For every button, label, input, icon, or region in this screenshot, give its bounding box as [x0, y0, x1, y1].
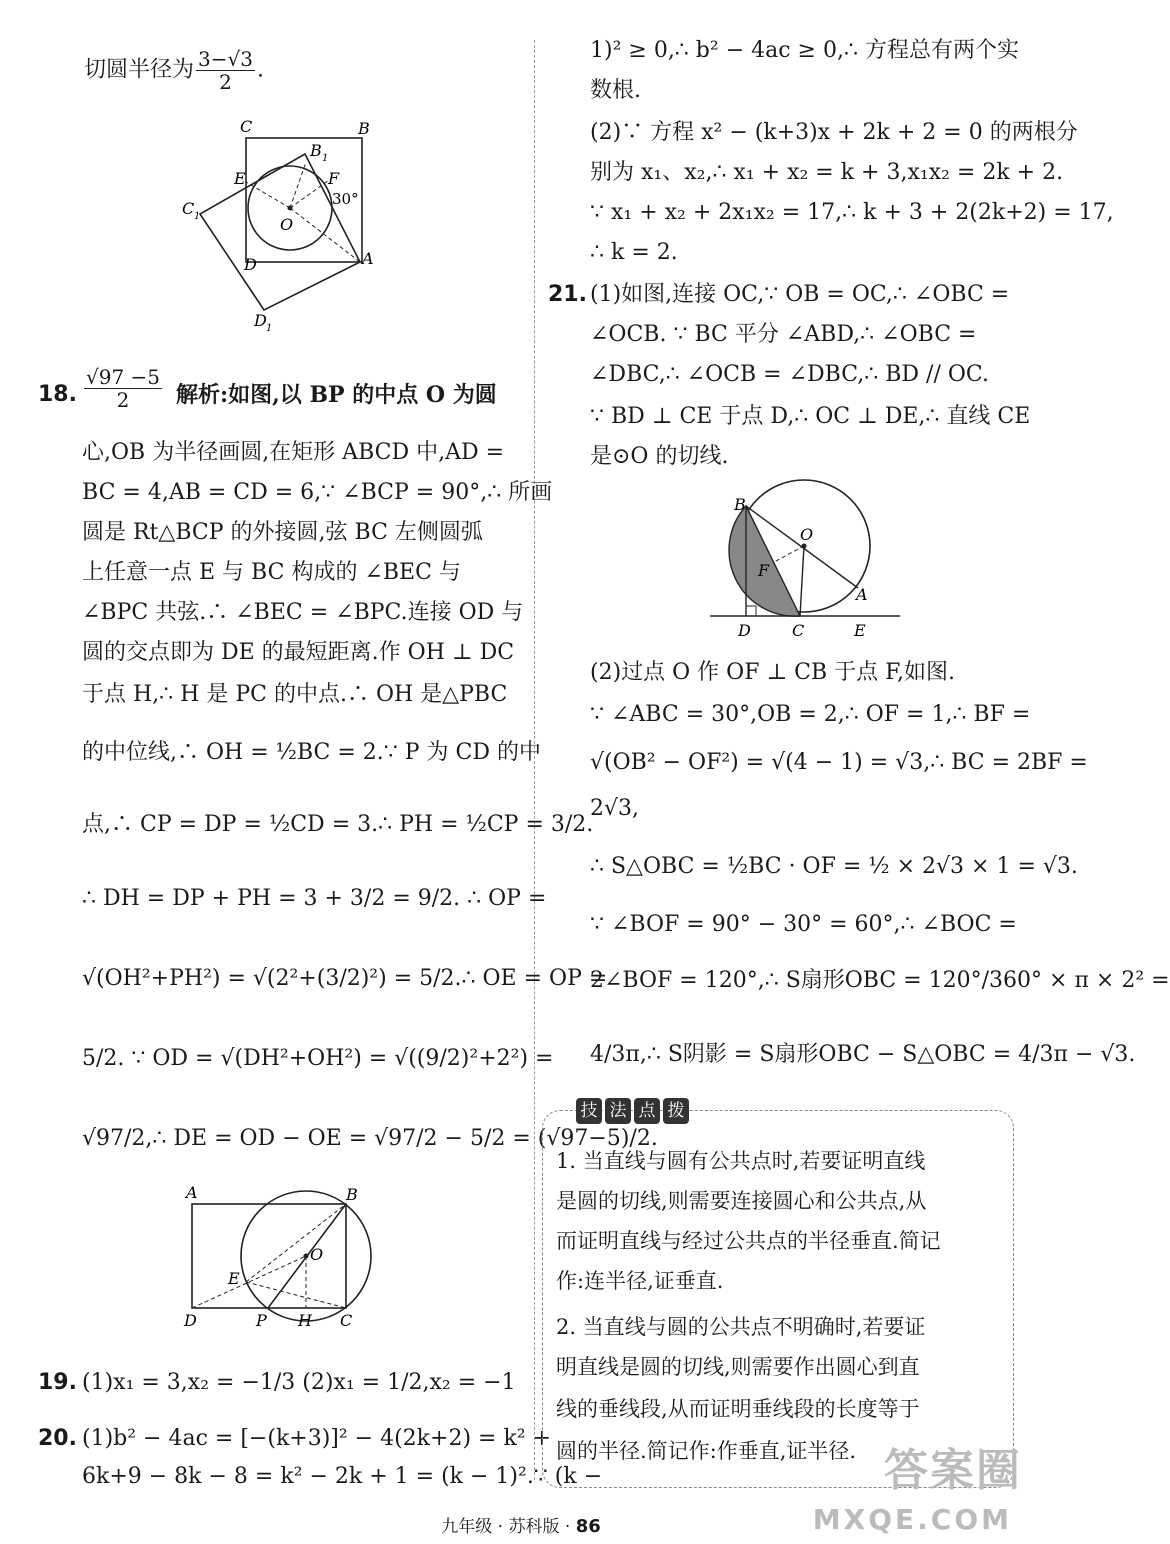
q19-text: (1)x₁ = 3,x₂ = −1/3 (2)x₁ = 1/2,x₂ = −1 — [82, 1370, 516, 1395]
fig2-label-H: H — [298, 1311, 312, 1330]
q21-number: 21. — [548, 282, 587, 307]
q18-ans-num: √97 −5 — [86, 365, 161, 389]
tips-line-3: 作:连半径,证垂直. — [556, 1269, 724, 1293]
fig1-label-B1: B — [310, 141, 322, 160]
intro-frac-num: 3−√3 — [198, 47, 253, 71]
q21-line-2: ∠DBC,∴ ∠OCB = ∠DBC,∴ BD // OC. — [590, 362, 989, 387]
fig3-label-F: F — [758, 561, 770, 580]
fig1-label-D: D — [244, 255, 257, 274]
page-number: 86 — [575, 1516, 601, 1537]
intro-tail: . — [256, 57, 264, 83]
q20-cont-line-1: 数根. — [590, 78, 641, 103]
q20-number: 20. — [38, 1426, 77, 1451]
footer-text: 九年级 · 苏科版 · — [441, 1517, 571, 1537]
fig2-label-E: E — [228, 1269, 240, 1288]
q18-line-0: 解析:如图,以 BP 的中点 O 为圆 — [176, 382, 497, 408]
tips-line-4: 2. 当直线与圆的公共点不明确时,若要证 — [556, 1315, 926, 1339]
q18-line-4: 上任意一点 E 与 BC 构成的 ∠BEC 与 — [82, 560, 461, 585]
q19-number: 19. — [38, 1370, 77, 1395]
fig2-label-D: D — [184, 1311, 197, 1330]
q21-line-4: 是⊙O 的切线. — [590, 444, 729, 469]
q18-line-6: 圆的交点即为 DE 的最短距离.作 OH ⊥ DC — [82, 640, 515, 665]
fig1-label-F: F — [328, 169, 340, 188]
q20-cont-line-0: 1)² ≥ 0,∴ b² − 4ac ≥ 0,∴ 方程总有两个实 — [590, 38, 1019, 63]
q18-line-7: 于点 H,∴ H 是 PC 的中点.∴ OH 是△PBC — [82, 682, 508, 707]
fig1-label-D1-sub: 1 — [266, 323, 273, 334]
fig3-label-O: O — [800, 525, 814, 544]
intro-fraction — [196, 48, 255, 93]
q20-line-1: 6k+9 − 8k − 8 = k² − 2k + 1 = (k − 1)².∵ (k − — [82, 1464, 603, 1489]
q18-line-11: √(OH²+PH²) = √(2²+(3/2)²) = 5/2.∴ OE = OP = — [82, 966, 608, 991]
q20-cont-line-5: ∴ k = 2. — [590, 240, 678, 265]
q21-part2-line-0: (2)过点 O 作 OF ⊥ CB 于点 F,如图. — [590, 660, 955, 685]
intro-text: 切圆半径为 — [84, 57, 195, 83]
tips-line-0: 1. 当直线与圆有公共点时,若要证明直线 — [556, 1149, 926, 1173]
fig1-label-C: C — [240, 117, 253, 136]
fig1-label-angle: 30° — [332, 190, 359, 208]
q21-part2-line-5: ∵ ∠BOF = 90° − 30° = 60°,∴ ∠BOC = — [590, 912, 1017, 937]
q18-line-8: 的中位线,∴ OH = ½BC = 2.∵ P 为 CD 的中 — [82, 740, 542, 765]
tips-line-6: 线的垂线段,从而证明垂线段的长度等于 — [556, 1397, 920, 1421]
tips-line-5: 明直线是圆的切线,则需要作出圆心到直 — [556, 1355, 920, 1379]
q18-line-2: BC = 4,AB = CD = 6,∵ ∠BCP = 90°,∴ 所画 — [82, 480, 553, 505]
intro-frac-den: 2 — [219, 70, 232, 94]
tips-tag-char: 技 — [576, 1098, 602, 1124]
fig3-label-D: D — [738, 621, 751, 640]
tips-tag-char: 法 — [605, 1098, 631, 1124]
watermark-logo: 答案圈 — [884, 1445, 1022, 1496]
q21-part2-line-7: 4/3π,∴ S阴影 = S扇形OBC − S△OBC = 4/3π − √3. — [590, 1042, 1136, 1067]
figure-circle-tangent — [700, 484, 910, 644]
tips-tag — [576, 1098, 689, 1128]
q21-part2-line-4: ∴ S△OBC = ½BC · OF = ½ × 2√3 × 1 = √3. — [590, 854, 1078, 879]
q21-line-0: (1)如图,连接 OC,∵ OB = OC,∴ ∠OBC = — [590, 282, 1010, 307]
fig2-label-C: C — [340, 1311, 353, 1330]
figure-square-rotation — [180, 112, 400, 342]
q18-ans-den: 2 — [116, 388, 130, 412]
fig3-label-C: C — [792, 621, 805, 640]
q20-cont-line-2: (2)∵ 方程 x² − (k+3)x + 2k + 2 = 0 的两根分 — [590, 120, 1078, 145]
fig3-label-E: E — [854, 621, 866, 640]
tips-tag-char: 拨 — [663, 1098, 689, 1124]
q18-number: 18. — [38, 382, 77, 407]
intro-line — [84, 48, 264, 93]
fig1-label-A: A — [362, 249, 374, 268]
q21-part2-line-2: √(OB² − OF²) = √(4 − 1) = √3,∴ BC = 2BF = — [590, 750, 1088, 775]
q18-line-13: √97/2,∴ DE = OD − OE = √97/2 − 5/2 = (√97−5)/2. — [82, 1126, 658, 1151]
fig3-label-B: B — [734, 495, 746, 514]
q21-line-1: ∠OCB. ∵ BC 平分 ∠ABD,∴ ∠OBC = — [590, 322, 977, 347]
q18-line-3: 圆是 Rt△BCP 的外接圆,弦 BC 左侧圆弧 — [82, 520, 483, 545]
q18-line-9: 点,∴ CP = DP = ½CD = 3.∴ PH = ½CP = 3/2. — [82, 812, 594, 837]
tips-tag-char: 点 — [634, 1098, 660, 1124]
fig1-label-B1-sub: 1 — [322, 153, 329, 164]
fig2-label-P: P — [256, 1311, 267, 1330]
q20-line-0: (1)b² − 4ac = [−(k+3)]² − 4(2k+2) = k² + — [82, 1426, 552, 1451]
q18-line-5: ∠BPC 共弦.∴ ∠BEC = ∠BPC.连接 OD 与 — [82, 600, 524, 625]
fig1-label-C1-sub: 1 — [194, 211, 201, 222]
q21-part2-line-3: 2√3, — [590, 796, 640, 821]
fig1-label-O: O — [280, 215, 294, 234]
fig2-label-A: A — [186, 1183, 198, 1202]
figure-rectangle-circle — [180, 1180, 380, 1335]
fig2-label-O: O — [310, 1245, 324, 1264]
fig1-label-D1: D — [254, 311, 267, 330]
q21-part2-line-6: 2∠BOF = 120°,∴ S扇形OBC = 120°/360° × π × 2² = — [590, 968, 1170, 993]
watermark-url: MXQE.COM — [812, 1503, 1012, 1536]
fig1-label-C1: C — [182, 199, 195, 218]
tips-line-2: 而证明直线与经过公共点的半径垂直.简记 — [556, 1229, 941, 1253]
q18-line-12: 5/2. ∵ OD = √(DH²+OH²) = √((9/2)²+2²) = — [82, 1046, 554, 1071]
fig2-label-B: B — [346, 1185, 358, 1204]
tips-line-1: 是圆的切线,则需要连接圆心和公共点,从 — [556, 1189, 927, 1213]
q21-line-3: ∵ BD ⊥ CE 于点 D,∴ OC ⊥ DE,∴ 直线 CE — [590, 404, 1031, 429]
q20-cont-line-4: ∵ x₁ + x₂ + 2x₁x₂ = 17,∴ k + 3 + 2(2k+2) = 17, — [590, 200, 1114, 225]
fig1-label-E: E — [234, 169, 246, 188]
q21-part2-line-1: ∵ ∠ABC = 30°,OB = 2,∴ OF = 1,∴ BF = — [590, 702, 1031, 727]
q18-answer — [82, 366, 164, 411]
fig1-label-B: B — [358, 119, 370, 138]
q18-line-1: 心,OB 为半径画圆,在矩形 ABCD 中,AD = — [82, 440, 505, 465]
fig3-label-A: A — [856, 585, 868, 604]
q20-cont-line-3: 别为 x₁、x₂,∴ x₁ + x₂ = k + 3,x₁x₂ = 2k + 2. — [590, 160, 1064, 185]
q18-line-10: ∴ DH = DP + PH = 3 + 3/2 = 9/2. ∴ OP = — [82, 886, 547, 911]
tips-line-7: 圆的半径.简记作:作垂直,证半径. — [556, 1439, 857, 1463]
